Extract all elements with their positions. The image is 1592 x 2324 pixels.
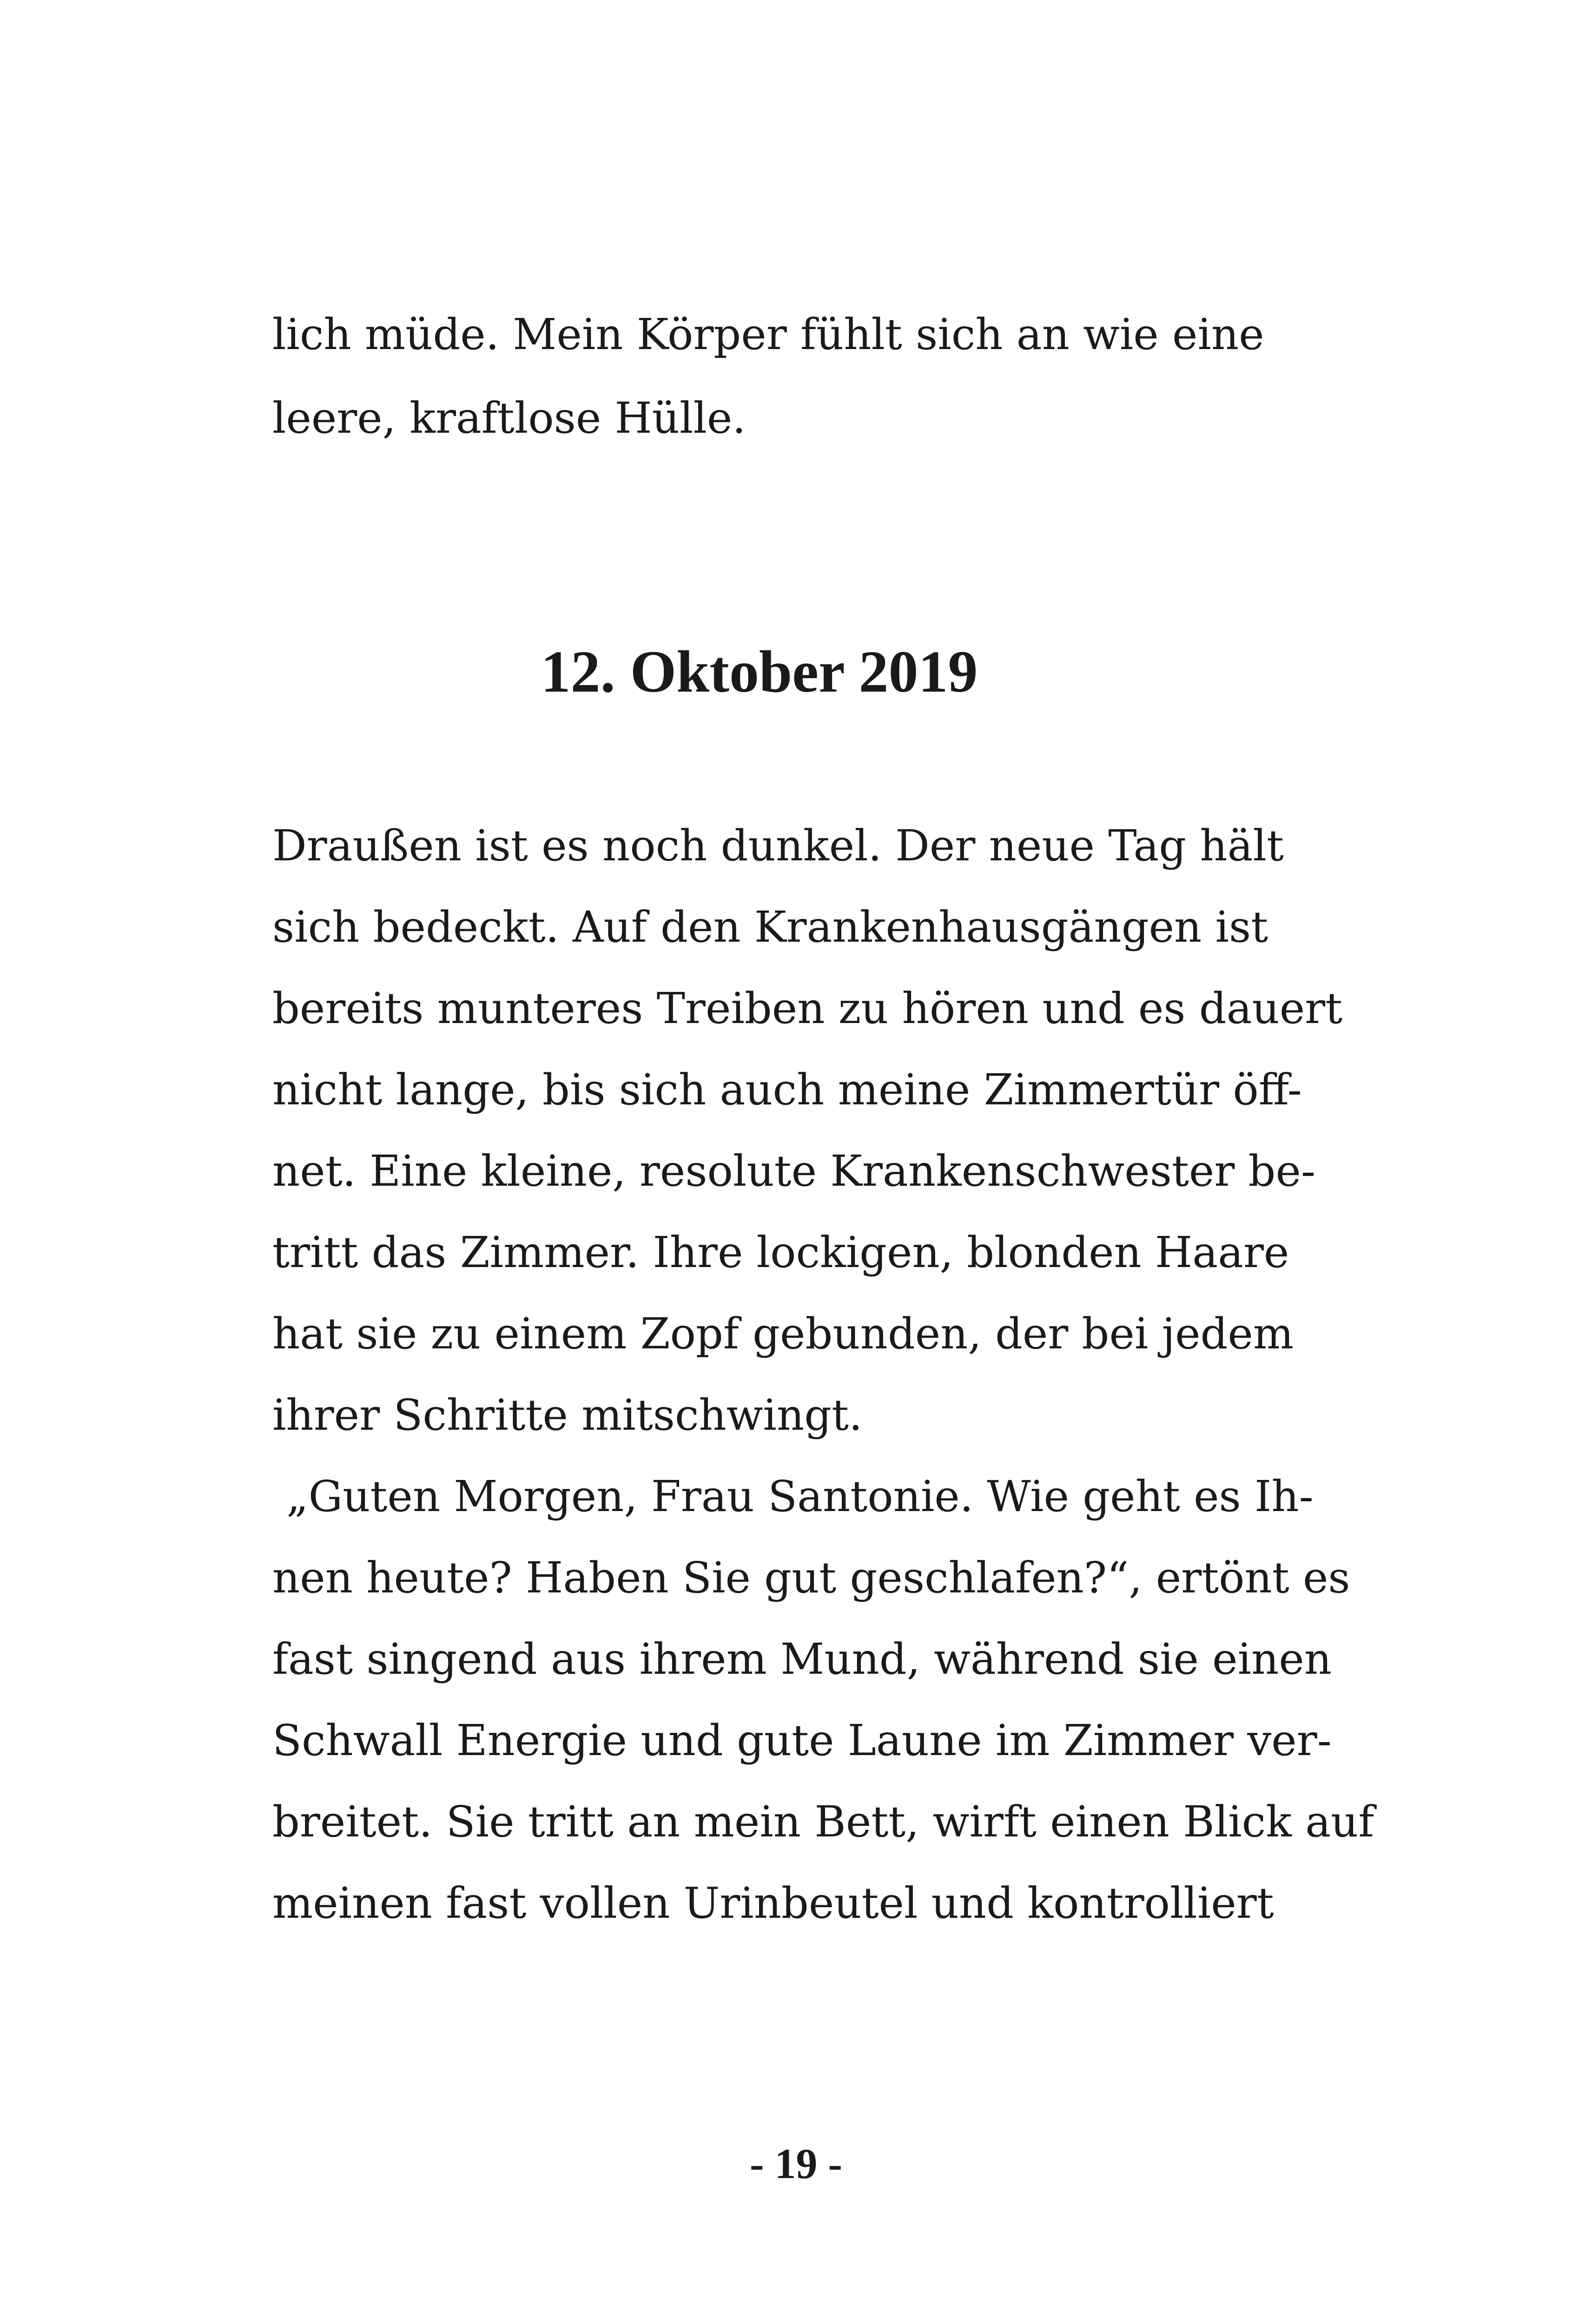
- text-line: „Guten Morgen, Frau Santonie. Wie geht es Ih-: [286, 1472, 1314, 1521]
- text-line: hat sie zu einem Zopf gebunden, der bei jedem: [272, 1309, 1294, 1359]
- text-line: leere, kraftlose Hülle.: [272, 393, 746, 443]
- text-line: ihrer Schritte mitschwingt.: [272, 1390, 863, 1440]
- text-line: tritt das Zimmer. Ihre lockigen, blonden Haare: [272, 1228, 1289, 1277]
- date-heading: 12. Oktober 2019: [541, 639, 978, 705]
- text-line: breitet. Sie tritt an mein Bett, wirft einen Blick auf: [272, 1797, 1374, 1847]
- text-line: nen heute? Haben Sie gut geschlafen?“, ertönt es: [272, 1553, 1350, 1603]
- text-line: Schwall Energie und gute Laune im Zimmer ver-: [272, 1716, 1332, 1765]
- text-line: sich bedeckt. Auf den Krankenhausgängen ist: [272, 902, 1268, 952]
- text-line: net. Eine kleine, resolute Krankenschwester be-: [272, 1146, 1315, 1196]
- text-line: Draußen ist es noch dunkel. Der neue Tag hält: [272, 821, 1284, 871]
- text-line: lich müde. Mein Körper fühlt sich an wie eine: [272, 310, 1264, 359]
- text-line: bereits munteres Treiben zu hören und es dauert: [272, 984, 1343, 1033]
- text-line: meinen fast vollen Urinbeutel und kontrolliert: [272, 1878, 1274, 1928]
- page-number: - 19 -: [749, 2140, 843, 2187]
- text-line: nicht lange, bis sich auch meine Zimmertür öff-: [272, 1065, 1302, 1115]
- text-line: fast singend aus ihrem Mund, während sie einen: [272, 1634, 1332, 1684]
